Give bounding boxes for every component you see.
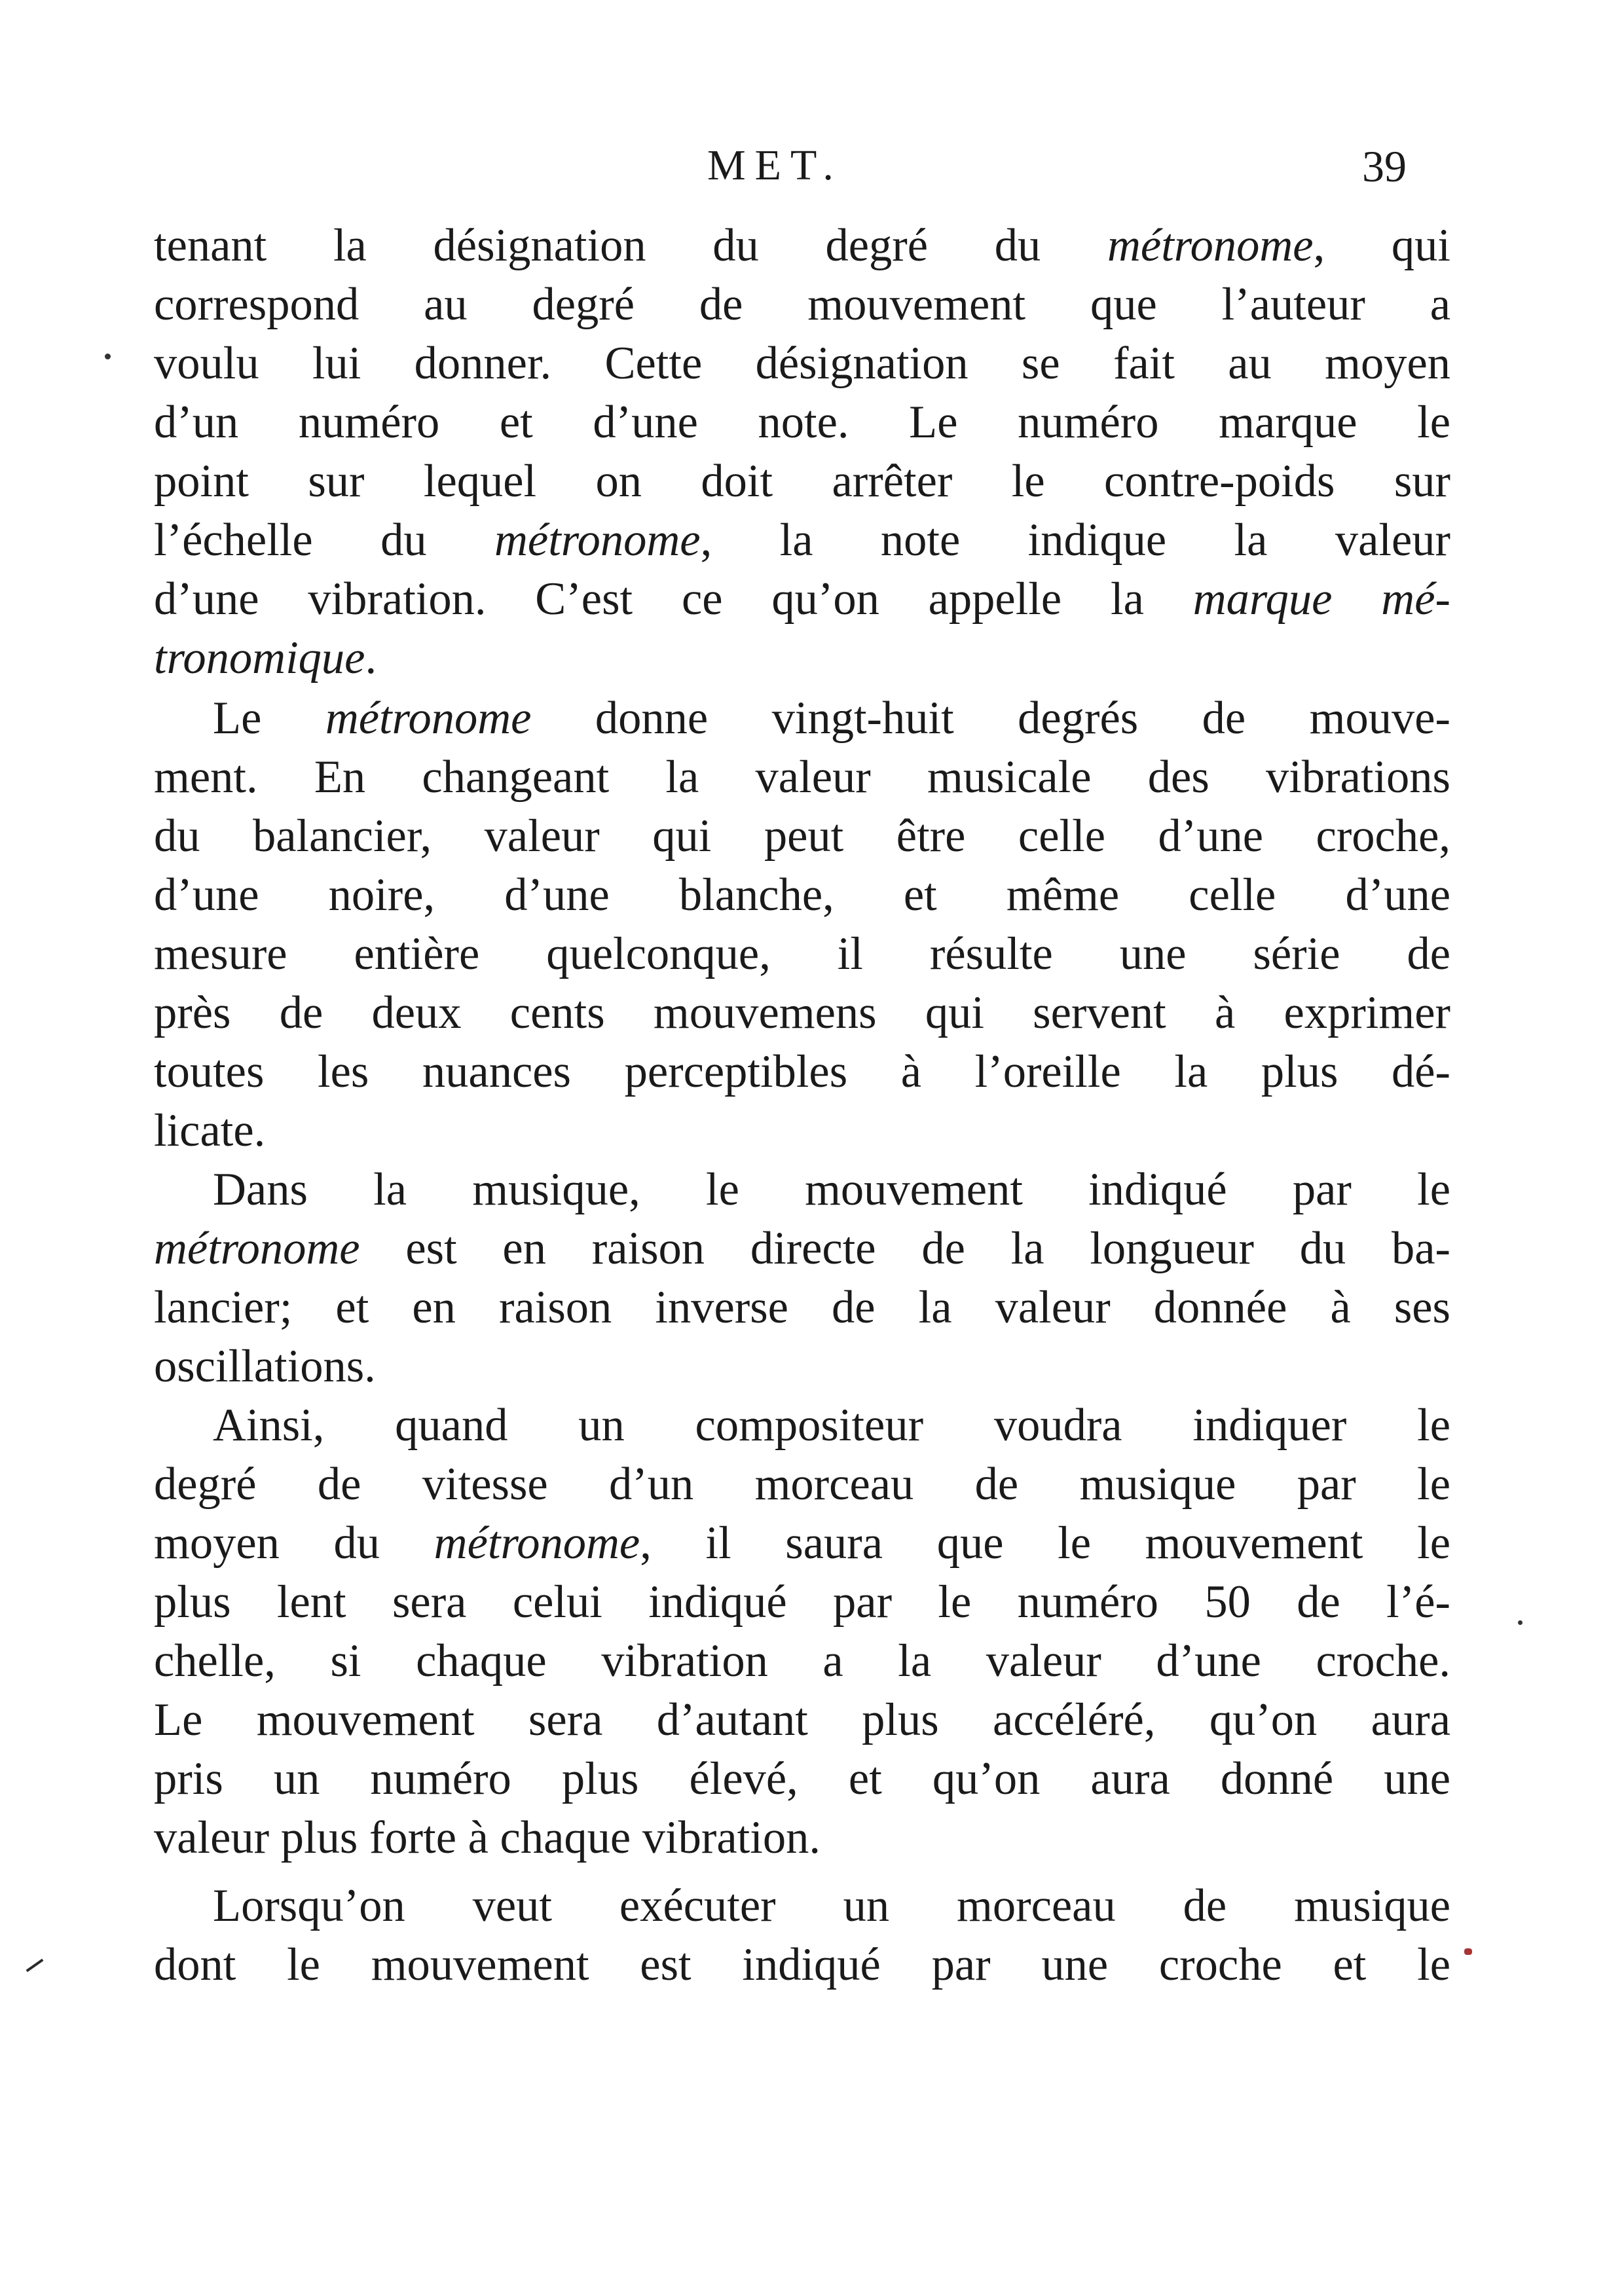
text-line: Lorsqu’on veut exécuter un morceau de musique [213,1880,1450,1931]
text-line: correspond au degré de mouvement que l’auteur a [154,279,1450,330]
margin-stroke [26,1959,44,1972]
text-line: licate. [154,1105,266,1156]
text-line: plus lent sera celui indiqué par le numéro 50 de l’é- [154,1576,1450,1628]
text-line: moyen du métronome, il saura que le mouvement le [154,1518,1450,1569]
margin-speck [105,354,111,359]
text-line: ment. En changeant la valeur musicale des vibrations [154,752,1450,803]
text-line: du balancier, valeur qui peut être celle d’une croche, [154,811,1450,862]
text-line: lancier; et en raison inverse de la valeur donnée à ses [154,1282,1450,1333]
text-line: Ainsi, quand un compositeur voudra indiquer le [213,1400,1450,1451]
text-line: métronome est en raison directe de la longueur du ba- [154,1223,1450,1274]
text-line: valeur plus forte à chaque vibration. [154,1812,821,1863]
running-head: MET. [707,141,843,189]
text-line: chelle, si chaque vibration a la valeur d’une croche. [154,1635,1450,1686]
text-line: l’échelle du métronome, la note indique la valeur [154,515,1450,566]
text-line: point sur lequel on doit arrêter le contre-poids sur [154,456,1450,507]
text-line: près de deux cents mouvemens qui servent à exprimer [154,987,1450,1038]
margin-speck [1518,1620,1522,1625]
text-line: Le métronome donne vingt-huit degrés de mouve- [213,693,1450,744]
text-line: tronomique. [154,632,377,683]
text-line: oscillations. [154,1341,376,1392]
ink-blot [1464,1948,1472,1955]
text-line: d’une noire, d’une blanche, et même celle d’une [154,869,1450,920]
text-line: Dans la musique, le mouvement indiqué par le [213,1164,1450,1215]
text-line: dont le mouvement est indiqué par une croche et le [154,1939,1450,1990]
body-text [154,216,1450,1994]
text-line: degré de vitesse d’un morceau de musique par le [154,1459,1450,1510]
text-line: voulu lui donner. Cette désignation se fait au moyen [154,338,1450,389]
text-line: d’un numéro et d’une note. Le numéro marque le [154,397,1450,448]
text-line: pris un numéro plus élevé, et qu’on aura donné une [154,1753,1450,1804]
text-line: toutes les nuances perceptibles à l’oreille la plus dé- [154,1046,1450,1097]
page-number: 39 [1362,141,1407,191]
text-line: mesure entière quelconque, il résulte une série de [154,928,1450,979]
text-line: Le mouvement sera d’autant plus accéléré, qu’on aura [154,1694,1450,1745]
text-line: tenant la désignation du degré du métronome, qui [154,220,1450,271]
text-line: d’une vibration. C’est ce qu’on appelle la marque mé- [154,574,1450,625]
